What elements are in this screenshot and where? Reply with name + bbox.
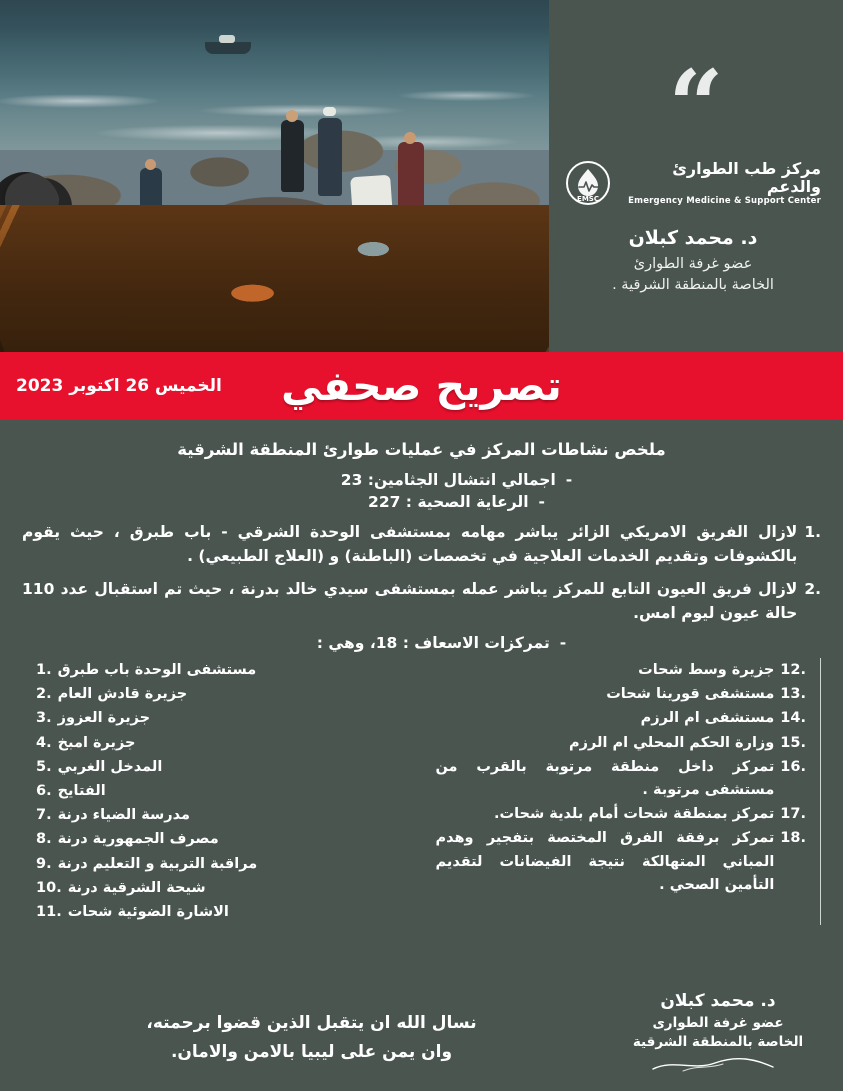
speaker-role-line-2: الخاصة بالمنطقة الشرقية . bbox=[612, 276, 774, 293]
worker-figure bbox=[318, 118, 342, 196]
list-item bbox=[22, 520, 821, 568]
item-text: مستشفى قورينا شحات bbox=[606, 686, 775, 703]
item-index: .8 bbox=[36, 831, 52, 848]
worker-figure bbox=[398, 142, 424, 210]
organization-logo bbox=[565, 160, 821, 207]
list-item bbox=[36, 804, 408, 827]
signature-role-1: عضو غرفة الطوارى bbox=[652, 1014, 784, 1031]
ambulance-locations-columns bbox=[22, 658, 821, 925]
list-item bbox=[436, 707, 807, 730]
quote-mark-icon: “ bbox=[668, 49, 718, 162]
list-item bbox=[36, 877, 408, 900]
item-index: .1 bbox=[36, 662, 52, 679]
item-text: تمركز برفقة الفرق المختصة بتفجير وهدم المباني المتهالكة نتيجة الفيضانات لتقديم التأمين الصحي . bbox=[435, 830, 775, 893]
item-index: .6 bbox=[36, 783, 52, 799]
driftwood-debris bbox=[0, 205, 549, 352]
item-index: .11 bbox=[36, 903, 62, 920]
signature-block bbox=[613, 989, 823, 1077]
list-item bbox=[36, 901, 408, 924]
stat-text: اجمالي انتشال الجثامين: 23 bbox=[340, 471, 556, 489]
list-item bbox=[436, 732, 807, 755]
header-right-panel bbox=[549, 0, 843, 352]
press-statement-banner bbox=[0, 352, 843, 420]
item-text: مراقبة التربية و التعليم درنة bbox=[57, 855, 258, 872]
svg-text:EMSC: EMSC bbox=[577, 195, 599, 204]
list-item bbox=[22, 577, 821, 625]
list-item bbox=[36, 659, 408, 682]
item-text: تمركز بمنطقة شحات أمام بلدية شحات. bbox=[494, 806, 775, 823]
stat-text: الرعاية الصحية : 227 bbox=[368, 493, 529, 511]
bullet-dash: - bbox=[565, 471, 573, 489]
item-index: .4 bbox=[36, 734, 52, 751]
signature-role-2: الخاصة بالمنطقة الشرقية bbox=[632, 1034, 804, 1051]
item-index: .14 bbox=[780, 710, 806, 727]
list-item bbox=[436, 683, 807, 706]
content-body bbox=[0, 420, 843, 925]
list-item bbox=[436, 756, 807, 802]
header-section bbox=[0, 0, 843, 352]
item-index: .10 bbox=[36, 879, 62, 896]
logo-name-arabic: مركز طب الطوارئ والدعم bbox=[672, 159, 821, 197]
closing-prayer bbox=[20, 1009, 613, 1077]
list-item bbox=[36, 828, 408, 851]
item-index: .3 bbox=[36, 710, 52, 727]
item-index: .2 bbox=[36, 686, 52, 703]
item-text: مدرسة الضياء درنة bbox=[57, 807, 190, 824]
stat-row bbox=[22, 471, 821, 489]
bullet-dash: - bbox=[538, 493, 545, 511]
coastal-cleanup-photo bbox=[0, 0, 549, 352]
item-text: جزيرة وسط شحات bbox=[638, 662, 775, 679]
speaker-role-line-1: عضو غرفة الطوارئ bbox=[633, 255, 753, 272]
item-index: .7 bbox=[36, 807, 52, 824]
summary-title: ملخص نشاطات المركز في عمليات طوارئ المنطقة الشرقية bbox=[177, 440, 666, 459]
item-text: مستشفى ام الرزم bbox=[640, 710, 775, 727]
bullet-dash: - bbox=[559, 634, 567, 653]
statement-date: الخميس 26 اكتوبر 2023 bbox=[16, 376, 222, 396]
list-item bbox=[36, 853, 408, 876]
list-item bbox=[36, 780, 408, 803]
item-index: .16 bbox=[780, 758, 806, 775]
ambulance-header-text: تمركزات الاسعاف : 18، وهي : bbox=[316, 634, 550, 653]
item-text: لازال فريق العيون التابع للمركز يباشر عمله بمستشفى سيدي خالد بدرنة ، حيث تم استقبال عدد 110 حالة عيون ليوم امس. bbox=[22, 580, 798, 623]
item-text: تمركز داخل منطقة مرتوبة بالقرب من مستشفى مرتوبة . bbox=[435, 758, 775, 798]
item-text: جزيرة امبخ bbox=[57, 734, 136, 751]
item-index: .5 bbox=[36, 758, 52, 775]
list-item bbox=[436, 803, 807, 826]
list-item bbox=[436, 659, 807, 682]
signature-name: د. محمد كبلان bbox=[660, 991, 776, 1012]
list-item bbox=[36, 732, 408, 755]
list-item bbox=[36, 683, 408, 706]
banner-title: تصريح صحفي bbox=[281, 362, 562, 410]
item-text: جزيرة قادش العام bbox=[57, 686, 188, 703]
list-item bbox=[436, 827, 807, 897]
footer-section bbox=[0, 989, 843, 1091]
ambulance-section-header bbox=[22, 634, 821, 652]
emsc-logo-icon bbox=[565, 160, 611, 206]
item-text: الفتايح bbox=[57, 783, 106, 799]
prayer-line-2: وان يمن على ليبيا بالامن والامان. bbox=[170, 1042, 453, 1063]
item-index: .12 bbox=[780, 662, 806, 679]
item-index: .9 bbox=[36, 855, 52, 872]
list-item bbox=[36, 707, 408, 730]
worker-figure bbox=[281, 120, 304, 192]
logo-name-english: Emergency Medicine & Support Center bbox=[628, 195, 821, 206]
item-text: لازال الفريق الامريكي الزائر يباشر مهامه بمستشفى الوحدة الشرقي - باب طبرق ، حيث يقوم بالكشوفات وتقديم الخدمات العلاجية في تخصصات (الباطنة) و (العلاج الطبيعي) . bbox=[22, 523, 798, 566]
item-text: جزيرة العزوز bbox=[57, 710, 151, 727]
speaker-name: د. محمد كبلان bbox=[628, 226, 758, 249]
boat-icon bbox=[205, 42, 251, 54]
item-index: .2 bbox=[804, 580, 821, 599]
item-text: وزارة الحكم المحلي ام الرزم bbox=[569, 734, 775, 751]
item-index: .17 bbox=[780, 806, 806, 823]
locations-column-right bbox=[22, 658, 422, 925]
item-text: مصرف الجمهورية درنة bbox=[57, 831, 219, 848]
locations-column-left bbox=[422, 658, 822, 925]
item-text: مستشفى الوحدة باب طبرق bbox=[57, 662, 257, 679]
item-text: شيحة الشرقية درنة bbox=[67, 879, 206, 896]
item-index: .13 bbox=[780, 686, 806, 703]
prayer-line-1: نسال الله ان يتقبل الذين قضوا برحمته، bbox=[146, 1013, 477, 1034]
list-item bbox=[36, 756, 408, 779]
item-index: .1 bbox=[804, 523, 821, 541]
item-index: .15 bbox=[780, 734, 806, 751]
stat-row bbox=[22, 493, 821, 511]
item-index: .18 bbox=[780, 830, 806, 847]
handwritten-signature bbox=[623, 1057, 823, 1073]
item-text: الاشارة الضوئية شحات bbox=[67, 903, 229, 920]
item-text: المدخل الغربي bbox=[57, 758, 163, 775]
logo-text bbox=[621, 160, 821, 207]
